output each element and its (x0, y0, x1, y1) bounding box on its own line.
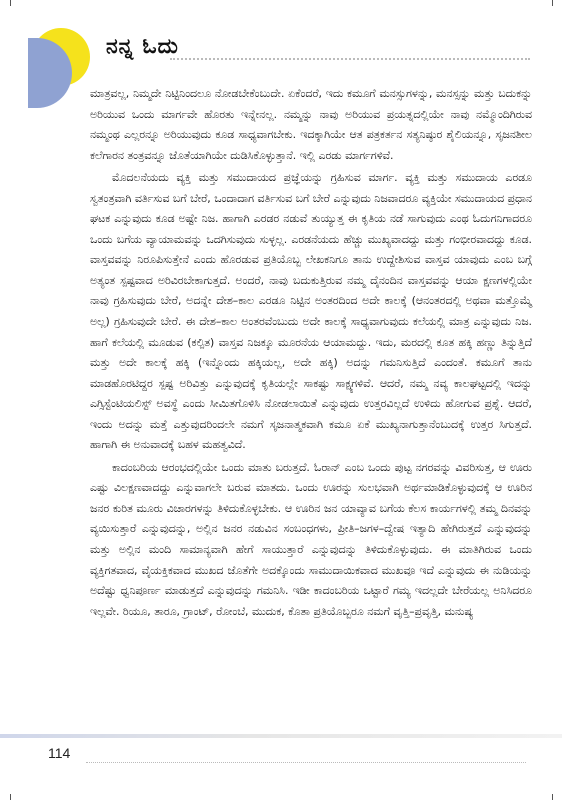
paragraph-2: ಮೊದಲನೆಯದು ವ್ಯಕ್ತಿ ಮತ್ತು ಸಮುದಾಯದ ಪ್ರಜ್ಞೆಯನ್ನು ಗ್ರಹಿಸುವ ಮಾರ್ಗ. ವ್ಯಕ್ತಿ ಮತ್ತು ಸಮುದಾಯ ಎರಡೂ ಸ್ವತಂತ್ರವಾಗಿ ವರ್ತಿಸುವ ಬಗೆ ಬೇರೆ, ಒಂದಾದಾಗ ವರ್ತಿಸುವ ಬಗೆ ಬೇರೆ ಎನ್ನುವುದು ನಿಜವಾದರೂ ವ್ಯಕ್ತಿಯೇ ಸಮುದಾಯದ ಪ್ರಧಾನ ಘಟಕ ಎನ್ನುವುದು ಕೂಡ ಅಷ್ಟೇ ನಿಜ. ಹಾಗಾಗಿ ಎರಡರ ನಡುವೆ ತುಯ್ಯುತ್ತ ಈ ಕೃತಿಯ ನಡೆ ಸಾಗುವುದು ಎಂಥ ಓದುಗನಿಗಾದರೂ ಒಂದು ಬಗೆಯ ವ್ಯಾಯಾಮವನ್ನು ಒದಗಿಸುವುದು ಸುಳ್ಳಲ್ಲ. ಎರಡನೆಯದು ಹೆಚ್ಚು ಮುಖ್ಯವಾದದ್ದು ಮತ್ತು ಗಂಭೀರವಾದದ್ದು ಕೂಡ. ವಾಸ್ತವವನ್ನು ನಿರೂಪಿಸುತ್ತೇನೆ ಎಂದು ಹೊರಡುವ ಪ್ರತಿಯೊಬ್ಬ ಲೇಖಕನಿಗೂ ತಾನು ಉದ್ದೇಶಿಸುವ ವಾಸ್ತವ ಯಾವುದು ಎಂಬ ಬಗ್ಗೆ ಅತ್ಯಂತ ಸ್ಪಷ್ಟವಾದ ಅರಿವಿರಬೇಕಾಗುತ್ತದೆ. ಅಂದರೆ, ನಾವು ಬದುಕುತ್ತಿರುವ ನಮ್ಮ ದೈನಂದಿನ ವಾಸ್ತವವನ್ನು ಆಯಾ ಕ್ಷಣಗಳಲ್ಲಿಯೇ ನಾವು ಗ್ರಹಿಸುವುದು ಬೇರೆ, ಅದನ್ನೇ ದೇಶ–ಕಾಲ ಎರಡೂ ನಿಟ್ಟಿನ ಅಂತರದಿಂದ ಅದೇ ಕಾಲಕ್ಕೆ (ಆನಂತರದಲ್ಲಿ ಅಥವಾ ಮತ್ತೊಮ್ಮೆ ಅಲ್ಲ) ಗ್ರಹಿಸುವುದೇ ಬೇರೆ. ಈ ದೇಶ–ಕಾಲ ಅಂತರವೆಂಬುದು ಅದೇ ಕಾಲಕ್ಕೆ ಸಾಧ್ಯವಾಗುವುದು ಕಲೆಯಲ್ಲಿ ಮಾತ್ರ ಎನ್ನುವುದು ನಿಜ. ಹಾಗೆ ಕಲೆಯಲ್ಲಿ ಮೂಡುವ (ಕಲ್ಪಿತ) ವಾಸ್ತವ ನಿಜಕ್ಕೂ ಮೂರನೆಯ ಆಯಾಮದ್ದು. ಇದು, ಮರದಲ್ಲಿ ಕೂತ ಹಕ್ಕಿ ಹಣ್ಣು ತಿನ್ನುತ್ತಿದೆ ಮತ್ತು ಅದೇ ಕಾಲಕ್ಕೆ ಹಕ್ಕಿ (ಇನ್ನೊಂದು ಹಕ್ಕಿಯಲ್ಲ, ಅದೇ ಹಕ್ಕಿ) ಅದನ್ನು ಗಮನಿಸುತ್ತಿದೆ ಎಂದಂತೆ. ಕಮೂಗೆ ತಾನು ಮಾಡಹೊರಟಿದ್ದರ ಸ್ಪಷ್ಟ ಅರಿವಿತ್ತು ಎನ್ನುವುದಕ್ಕೆ ಕೃತಿಯಲ್ಲೇ ಸಾಕಷ್ಟು ಸಾಕ್ಷ್ಯಗಳಿವೆ. ಆದರೆ, ನಮ್ಮ ನವ್ಯ ಕಾಲಘಟ್ಟದಲ್ಲಿ ಇದನ್ನು ಎಗ್ಸಿಸ್ಟೆಂಟಿಯಲಿಸ್ಟ್ ಅವಸ್ಥೆ ಎಂದು ಸೀಮಿತಗೊಳಿಸಿ ನೋಡಲಾಯಿತೆ ಎನ್ನುವುದು ಉತ್ತರವಿಲ್ಲದೆ ಉಳಿದು ಹೋಗುವ ಪ್ರಶ್ನೆ. ಆದರೆ, ಇಂದು ಅದನ್ನು ಮತ್ತೆ ಎತ್ತುವುದರಿಂದಲೇ ನಮಗೆ ಸೃಜನಾತ್ಮಕವಾಗಿ ಕಮೂ ಏಕೆ ಮುಖ್ಯನಾಗುತ್ತಾನೆಂಬುದಕ್ಕೆ ಉತ್ತರ ಸಿಗುತ್ತದೆ. ಹಾಗಾಗಿ ಈ ಅನುವಾದಕ್ಕೆ ಬಹಳ ಮಹತ್ವವಿದೆ. (90, 171, 532, 452)
paragraph-3: ಕಾದಂಬರಿಯ ಆರಂಭದಲ್ಲಿಯೇ ಒಂದು ಮಾತು ಬರುತ್ತದೆ. ಓರಾನ್ ಎಂಬ ಒಂದು ಪುಟ್ಟ ನಗರವನ್ನು ವಿವರಿಸುತ್ತ, ಆ ಊರು ಎಷ್ಟು ವಿಲಕ್ಷಣವಾದದ್ದು ಎನ್ನುವಾಗಲೇ ಬರುವ ಮಾತದು. ಒಂದು ಊರನ್ನು ಸುಲಭವಾಗಿ ಅರ್ಥಮಾಡಿಕೊಳ್ಳುವುದಕ್ಕೆ ಆ ಊರಿನ ಜನರ ಕುರಿತ ಮೂರು ವಿಚಾರಗಳನ್ನು ತಿಳಿದುಕೊಳ್ಳಬೇಕು. ಆ ಊರಿನ ಜನ ಯಾವ್ಯಾವ ಬಗೆಯ ಕೆಲಸ ಕಾರ್ಯಗಳಲ್ಲಿ ತಮ್ಮ ದಿನವನ್ನು ವ್ಯಯಿಸುತ್ತಾರೆ ಎನ್ನುವುದನ್ನು, ಅಲ್ಲಿನ ಜನರ ನಡುವಿನ ಸಂಬಂಧಗಳು, ಪ್ರೀತಿ–ಜಗಳ–ದ್ವೇಷ ಇತ್ಯಾದಿ ಹೇಗಿರುತ್ತದೆ ಎನ್ನುವುದನ್ನು ಮತ್ತು ಅಲ್ಲಿನ ಮಂದಿ ಸಾಮಾನ್ಯವಾಗಿ ಹೇಗೆ ಸಾಯುತ್ತಾರೆ ಎನ್ನುವುದನ್ನು ತಿಳಿದುಕೊಳ್ಳುವುದು. ಈ ಮಾತಿಗಿರುವ ಒಂದು ವ್ಯಕ್ತಿಗತವಾದ, ವೈಯಕ್ತಿಕವಾದ ಮುಖದ ಜೊತೆಗೇ ಅದಕ್ಕೊಂದು ಸಾಮುದಾಯಿಕವಾದ ಮುಖವೂ ಇದೆ ಎನ್ನುವುದು ಈ ನುಡಿಯನ್ನು ಅದೆಷ್ಟು ಧ್ವನಿಪೂರ್ಣ ಮಾಡುತ್ತದೆ ಎನ್ನುವುದನ್ನು ಗಮನಿಸಿ. ಇಡೀ ಕಾದಂಬರಿಯ ಒಟ್ಟಾರೆ ಗಮ್ಯ ಇದಲ್ಲದೇ ಬೇರೆಯಲ್ಲ ಅನಿಸಿದರೂ ಇಲ್ಲವೇ. ರಿಯೂ, ತಾರೂ, ಗ್ರಾಂಟ್, ರೋಂಬೆ, ಮುದುಕ, ಕೊತಾ ಪ್ರತಿಯೊಬ್ಬರೂ ನಮಗೆ ವೃತ್ತಿ–ಪ್ರವೃತ್ತಿ, ಮನುಷ್ಯ (90, 460, 533, 618)
footer-bar (0, 734, 562, 738)
page-number: 114 (48, 745, 71, 761)
title-dotted-rule (170, 58, 530, 60)
footer-dotted-rule (86, 762, 526, 763)
crop-mark-top-right (552, 0, 553, 6)
body-text (90, 84, 532, 624)
paragraph-1: ಮಾತ್ರವಲ್ಲ, ನಿಮ್ಮದೇ ನಿಟ್ಟಿನಿಂದಲೂ ನೋಡಬೇಕೆಂಬುದೇ. ಏಕೆಂದರೆ, ಇದು ಕಮೂಗೆ ಮನಸ್ಸುಗಳನ್ನು, ಮನಸ್ಸನ್ನು ಮತ್ತು ಬದುಕನ್ನು ಅರಿಯುವ ಒಂದು ಮಾರ್ಗವೇ ಹೊರತು ಇನ್ನೇನಲ್ಲ. ನಮ್ಮನ್ನು ನಾವು ಅರಿಯುವ ಪ್ರಯತ್ನದಲ್ಲಿಯೇ ನಾವು ನಮ್ಮೊಂದಿಗಿರುವ ನಮ್ಮಂಥ ಎಲ್ಲರನ್ನೂ ಅರಿಯುವುದು ಕೂಡ ಸಾಧ್ಯವಾಗಬೇಕು. ಇದಕ್ಕಾಗಿಯೇ ಆತ ಪತ್ರಕರ್ತನ ಸತ್ಯನಿಷ್ಠುರ ಶೈಲಿಯನ್ನೂ, ಸೃಜನಶೀಲ ಕಲೆಗಾರನ ತಂತ್ರವನ್ನೂ ಜೊತೆಯಾಗಿಯೇ ದುಡಿಸಿಕೊಳ್ಳುತ್ತಾನೆ. ಇಲ್ಲಿ ಎರಡು ಮಾರ್ಗಗಳಿವೆ. (90, 87, 532, 162)
page-title: ನನ್ನ ಓದು (106, 34, 179, 58)
crop-mark-bottom-left (10, 794, 11, 800)
crop-mark-bottom-right (552, 794, 553, 800)
crop-mark-top-left (10, 0, 11, 6)
